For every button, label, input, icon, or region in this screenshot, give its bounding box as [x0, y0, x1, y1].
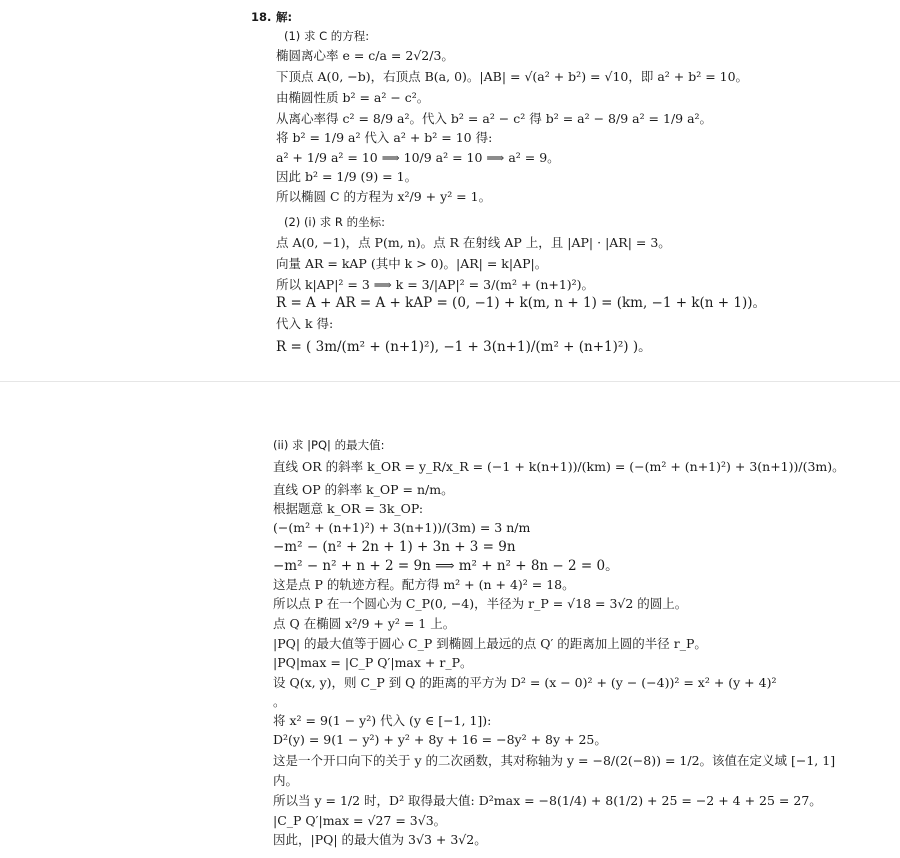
p1-line-7: 因此 b² = 1/9 (9) = 1。 — [276, 169, 418, 184]
p1-line-3: 由椭圆性质 b² = a² − c²。 — [276, 90, 430, 105]
p1-line-6: a² + 1/9 a² = 10 ⟹ 10/9 a² = 10 ⟹ a² = 9。 — [276, 150, 560, 165]
p1-line-12: R = A + AR = A + kAP = (0, −1) + k(m, n + 1) = (km, −1 + k(n + 1))。 — [276, 295, 767, 311]
page-divider — [0, 381, 900, 382]
p1-line-13: 代入 k 得: — [276, 316, 334, 331]
p1-line-10: 向量 AR = kAP (其中 k > 0)。|AR| = k|AP|。 — [276, 256, 548, 271]
p2-line-3: 根据题意 k_OR = 3k_OP: — [273, 501, 424, 516]
p1-line-5: 将 b² = 1/9 a² 代入 a² + b² = 10 得: — [276, 130, 493, 145]
p2-line-8: 所以点 P 在一个圆心为 C_P(0, −4)，半径为 r_P = √18 = 3√2 的圆上。 — [273, 596, 688, 611]
p2-line-12: 设 Q(x, y)，则 C_P 到 Q 的距离的平方为 D² = (x − 0)² + (y − (−4))² = x² + (y + 4)² — [273, 675, 777, 690]
p1-line-2: 下顶点 A(0, −b)，右顶点 B(a, 0)。|AB| = √(a² + b²) = √10，即 a² + b² = 10。 — [276, 69, 749, 84]
p1-line-9: 点 A(0, −1)，点 P(m, n)。点 R 在射线 AP 上，且 |AP| · |AR| = 3。 — [276, 235, 671, 250]
p2-line-6: −m² − n² + n + 2 = 9n ⟹ m² + n² + 8n − 2 = 0。 — [273, 558, 619, 574]
p1-line-8: 所以椭圆 C 的方程为 x²/9 + y² = 1。 — [276, 189, 492, 204]
p2-line-14: 将 x² = 9(1 − y²) 代入 (y ∈ [−1, 1]): — [273, 713, 492, 728]
p2-line-11: |PQ|max = |C_P Q′|max + r_P。 — [273, 655, 473, 670]
problem-number: 18. — [251, 10, 272, 24]
part1-heading: (1) 求 C 的方程: — [284, 29, 370, 43]
p2-line-13: 。 — [273, 694, 286, 709]
part2i-heading: (2) (i) 求 R 的坐标: — [284, 215, 385, 229]
p2-line-19: |C_P Q′|max = √27 = 3√3。 — [273, 813, 447, 828]
p2-line-16: 这是一个开口向下的关于 y 的二次函数，其对称轴为 y = −8/(2(−8)) = 1/2。该值在定义域 [−1, 1] — [273, 753, 836, 768]
p2-line-2: 直线 OP 的斜率 k_OP = n/m。 — [273, 482, 454, 497]
p2-line-7: 这是点 P 的轨迹方程。配方得 m² + (n + 4)² = 18。 — [273, 577, 575, 592]
p1-line-11: 所以 k|AP|² = 3 ⟹ k = 3/|AP|² = 3/(m² + (n+1)²)。 — [276, 277, 595, 292]
p2-line-18: 所以当 y = 1/2 时，D² 取得最大值: D²max = −8(1/4) + 8(1/2) + 25 = −2 + 4 + 25 = 27。 — [273, 793, 822, 808]
p2-line-4: (−(m² + (n+1)²) + 3(n+1))/(3m) = 3 n/m — [273, 520, 531, 535]
p1-line-14: R = ( 3m/(m² + (n+1)²), −1 + 3(n+1)/(m² + (n+1)²) )。 — [276, 339, 652, 355]
p2-line-15: D²(y) = 9(1 − y²) + y² + 8y + 16 = −8y² + 8y + 25。 — [273, 732, 607, 747]
part2ii-heading: (ii) 求 |PQ| 的最大值: — [273, 438, 385, 452]
p1-line-4: 从离心率得 c² = 8/9 a²。代入 b² = a² − c² 得 b² = a² − 8/9 a² = 1/9 a²。 — [276, 111, 713, 126]
solution-label: 解: — [276, 10, 293, 24]
p2-line-17: 内。 — [273, 773, 299, 788]
p1-line-1: 椭圆离心率 e = c/a = 2√2/3。 — [276, 48, 454, 63]
p2-line-9: 点 Q 在椭圆 x²/9 + y² = 1 上。 — [273, 616, 456, 631]
p2-line-10: |PQ| 的最大值等于圆心 C_P 到椭圆上最远的点 Q′ 的距离加上圆的半径 r_P。 — [273, 636, 707, 651]
p2-line-5: −m² − (n² + 2n + 1) + 3n + 3 = 9n — [273, 539, 516, 555]
p2-line-20: 因此，|PQ| 的最大值为 3√3 + 3√2。 — [273, 832, 487, 847]
p2-line-1: 直线 OR 的斜率 k_OR = y_R/x_R = (−1 + k(n+1))/(km) = (−(m² + (n+1)²) + 3(n+1))/(3m)。 — [273, 459, 845, 474]
